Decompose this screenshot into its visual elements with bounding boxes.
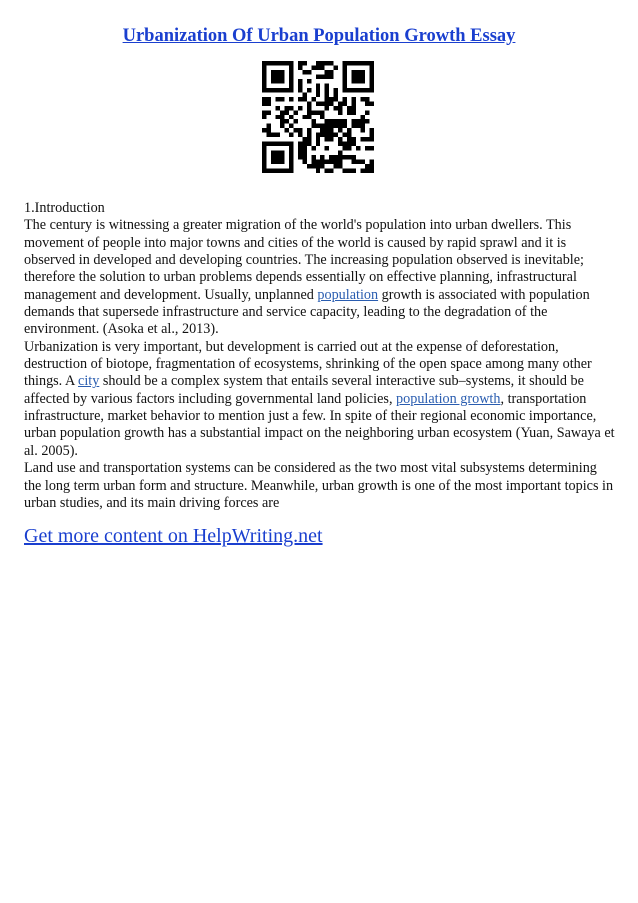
paragraph-2 [24, 339, 616, 460]
paragraph-3: Land use and transportation systems can be considered as the two most vital subsystems determining the long term urban form and structure. Meanwhile, urban growth is one of the most important topics in urban studies, and its main driving forces are [24, 460, 614, 511]
section-heading: 1.Introduction [24, 200, 105, 216]
city-link[interactable]: city [78, 373, 100, 390]
document-title[interactable]: Urbanization Of Urban Population Growth Essay [122, 26, 516, 46]
more-content-link[interactable]: Get more content on HelpWriting.net [24, 525, 323, 547]
paragraph-2-text-b: should be a complex system that entails several interactive sub–systems, it should be affected by various factors including governmental land policies, [24, 373, 584, 407]
qr-code-icon [262, 61, 374, 173]
essay-body [24, 200, 616, 512]
paragraph-1 [24, 217, 616, 338]
population-link[interactable]: population [317, 286, 379, 303]
paragraph-2-text-c: , transportation infrastructure, market behavior to mention just a few. In spite of their regional economic importance, urban population growth has a substantial impact on the neighboring urban ecosystem (Yuan, Sawaya et al. 2005). [24, 390, 615, 459]
paragraph-1-text-a: The century is witnessing a greater migration of the world's population into urban dwellers. This movement of people into major towns and cities of the world is caused by rapid sprawl and it is observed in developed and developing countries. The increasing population observed is inevitable; therefore the solution to urban problems depends essentially on effective planning, infrastructural management and development. Usually, unplanned [24, 217, 584, 303]
paragraph-1-text-b: growth is associated with population demands that supersede infrastructure and service capacity, leading to the degradation of the environment. (Asoka et al., 2013). [24, 286, 590, 338]
population-growth-link[interactable]: population growth [396, 390, 501, 407]
paragraph-2-text-a: Urbanization is very important, but development is carried out at the expense of deforestation, destruction of biotope, fragmentation of ecosystems, shrinking of the open space among many other things. A [24, 338, 592, 390]
